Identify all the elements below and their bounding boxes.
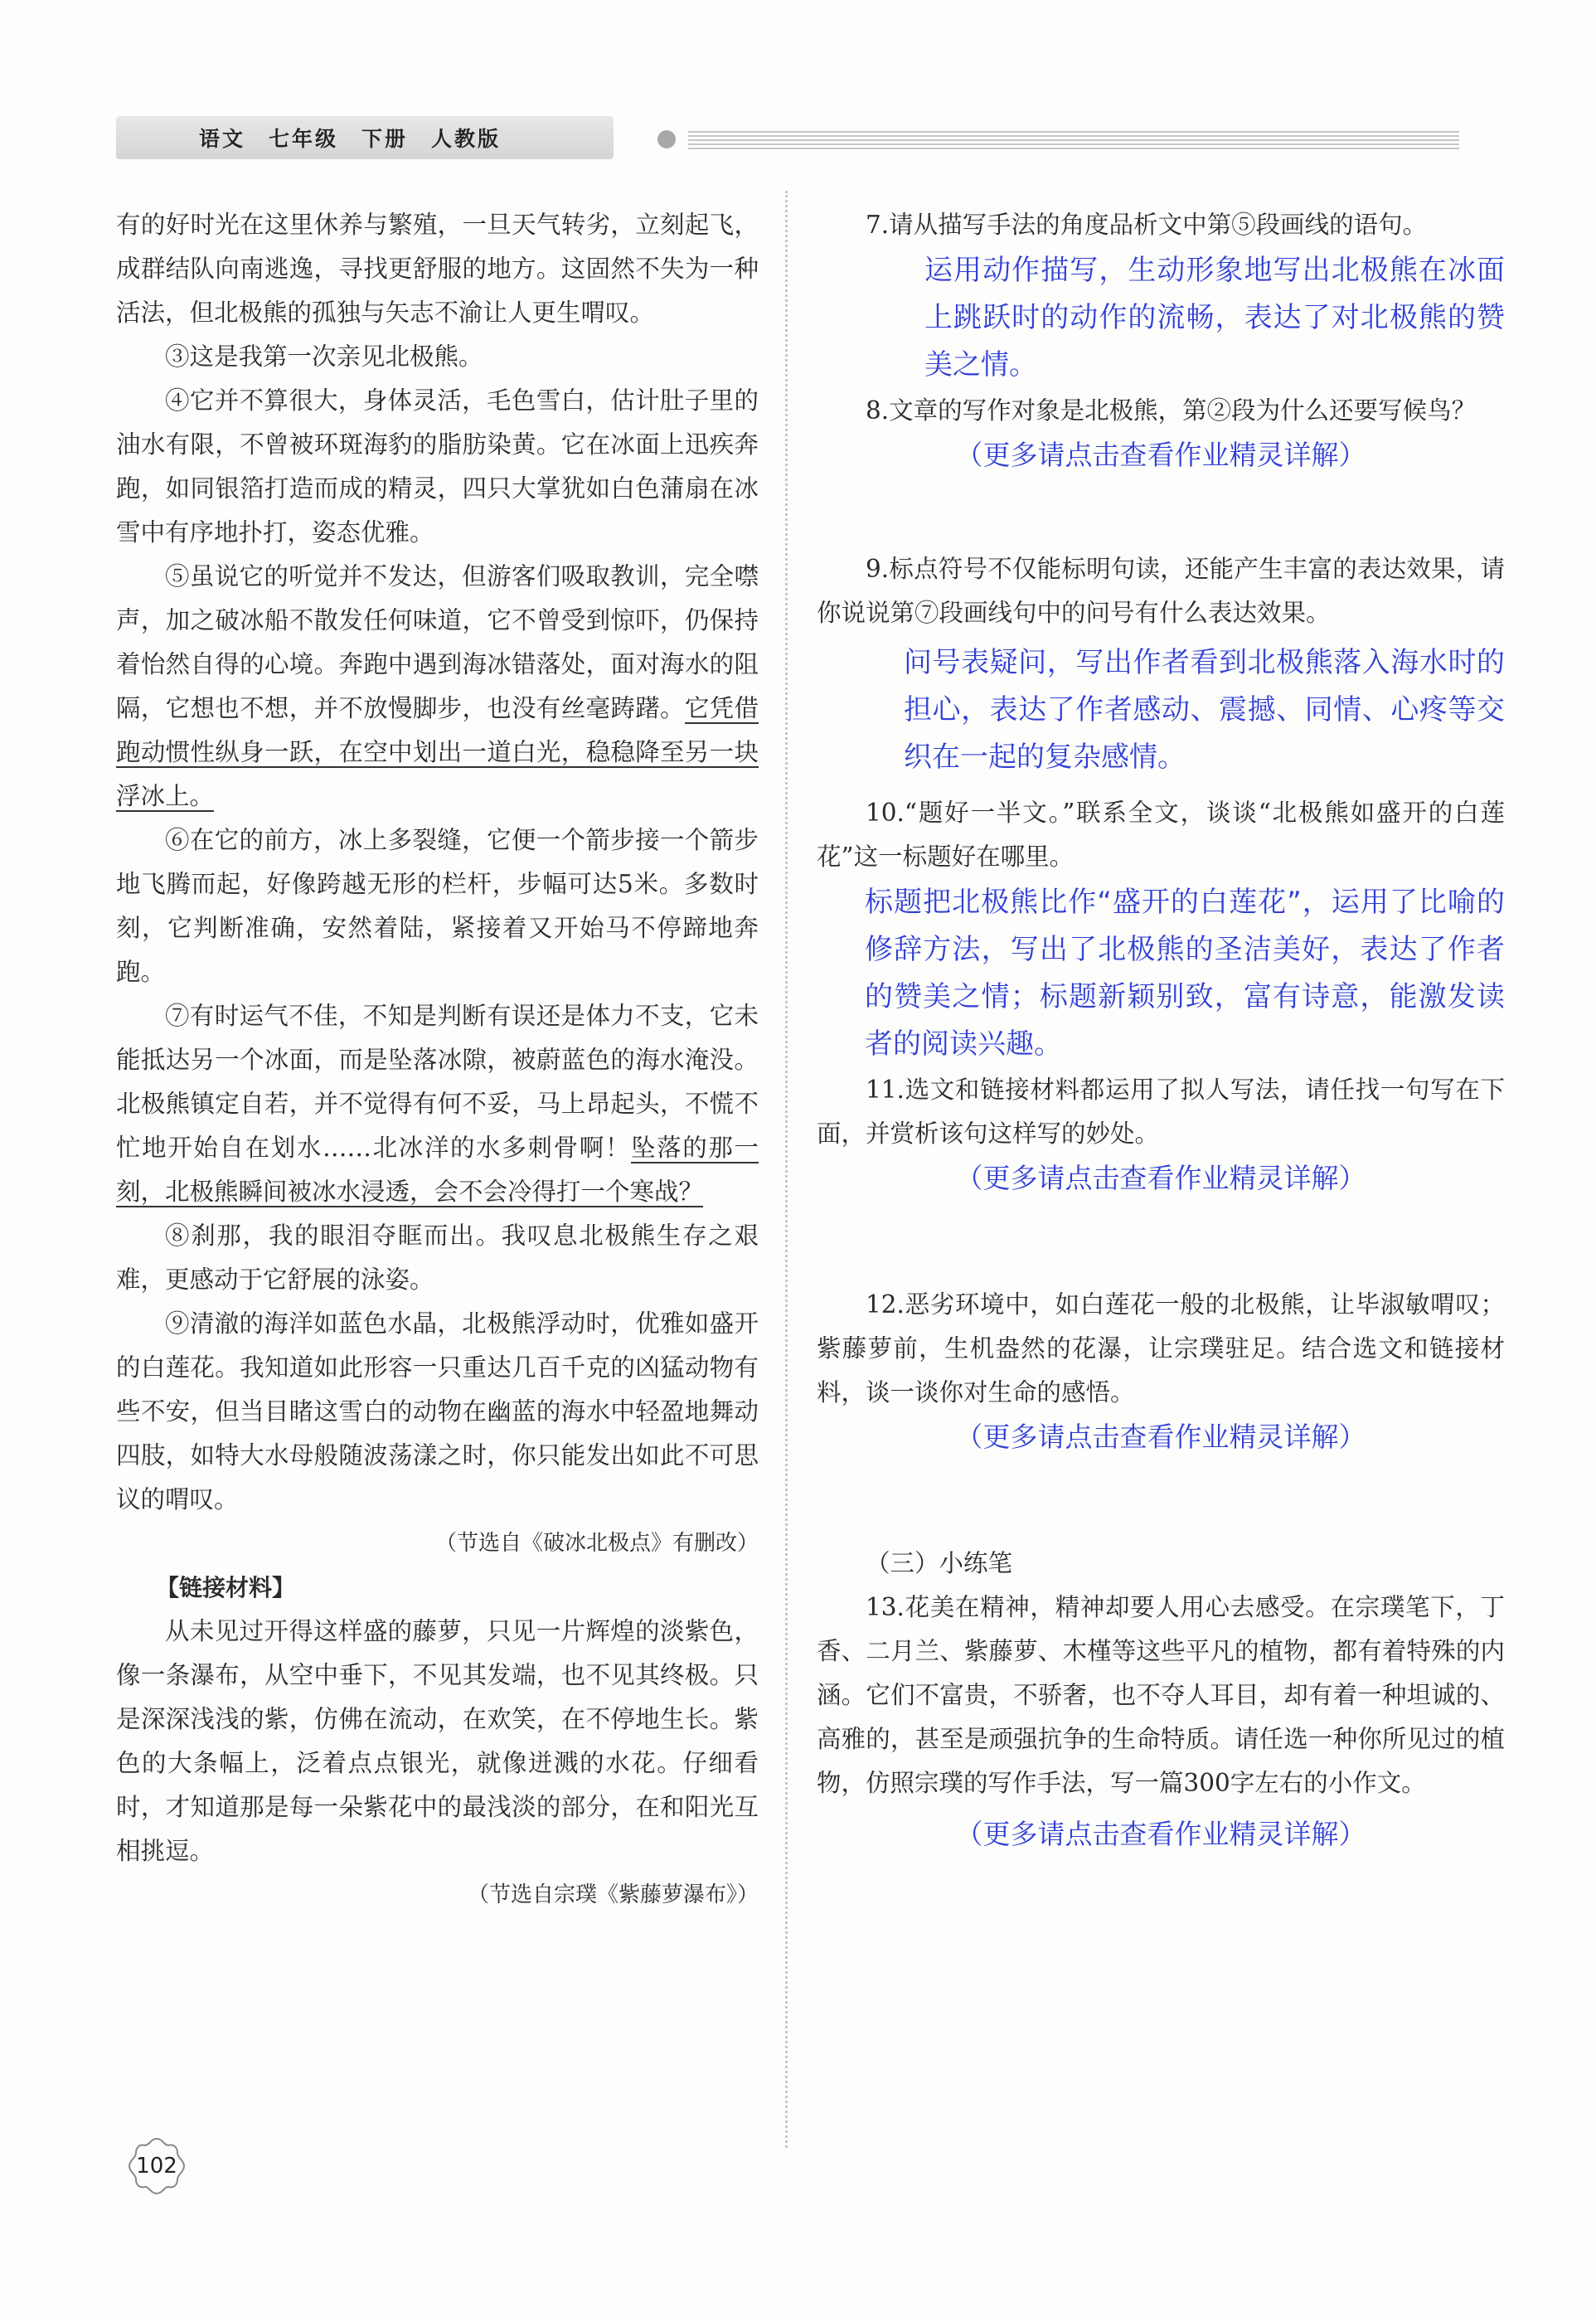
question-11: 11.选文和链接材料都运用了拟人写法，请任找一句写在下面，并赏析该句这样写的妙处。 — [817, 1076, 1505, 1148]
underlined-sentence-5: 它凭借跑动惯性纵身一跃，在空中划出一道白光，稳稳降至另一块浮冰上。 — [116, 694, 759, 810]
question-13: 13.花美在精神，精神却要人用心去感受。在宗璞笔下，丁香、二月兰、紫藤萝、木槿等这些平凡的植物，都有着特殊的内涵。它们不富贵，不骄奢，也不夺人耳目，却有着一种坦诚的、高雅的，甚至是顽强抗争的生命特质。请任选一种你所见过的植物，仿照宗璞的写作手法，写一篇300字左右的小作文。 — [817, 1593, 1505, 1797]
question-12: 12.恶劣环境中，如白莲花一般的北极熊，让毕淑敏喟叹；紫藤萝前，生机盎然的花瀑，让宗璞驻足。结合选文和链接材料，谈一谈你对生命的感悟。 — [817, 1290, 1505, 1406]
answer-9: 问号表疑问，写出作者看到北极熊落入海水时的担心，表达了作者感动、震撼、同情、心疼等交织在一起的复杂感情。 — [904, 646, 1505, 774]
source-note: （节选自《破冰北极点》有删改） — [434, 1531, 759, 1556]
paragraph-7 — [116, 994, 759, 1214]
answer-space — [817, 1200, 1505, 1283]
link-source-note: （节选自宗璞《紫藤萝瀑布》） — [467, 1882, 759, 1907]
question-10: 10.“题好一半文。”联系全文，谈谈“北极熊如盛开的白莲花”这一标题好在哪里。 — [817, 799, 1505, 871]
right-column — [817, 203, 1505, 1856]
answer-10: 标题把北极熊比作“盛开的白莲花”，运用了比喻的修辞方法，写出了北极熊的圣洁美好，表达了作者的赞美之情；标题新颖别致，富有诗意，能激发读者的阅读兴趣。 — [865, 886, 1505, 1061]
section-3-title: （三）小练笔 — [866, 1549, 1013, 1577]
header-rule — [688, 131, 1459, 149]
more-link-12[interactable]: （更多请点击查看作业精灵详解） — [955, 1421, 1366, 1453]
header-title: 语文 七年级 下册 人教版 — [199, 127, 502, 151]
answer-space — [817, 1459, 1505, 1542]
header-dot — [657, 130, 676, 148]
more-link-11[interactable]: （更多请点击查看作业精灵详解） — [955, 1162, 1366, 1194]
paragraph-8: ⑧刹那，我的眼泪夺眶而出。我叹息北极熊生存之艰难，更感动于它舒展的泳姿。 — [116, 1222, 759, 1294]
paragraph-6: ⑥在它的前方，冰上多裂缝，它便一个箭步接一个箭步地飞腾而起，好像跨越无形的栏杆，步幅可达5米。多数时刻，它判断准确，安然着陆，紧接着又开始马不停蹄地奔跑。 — [116, 826, 759, 986]
answer-space — [817, 477, 1505, 547]
paragraph-7-text: ⑦有时运气不佳，不知是判断有误还是体力不支，它未能抵达另一个冰面，而是坠落冰隙，被蔚蓝色的海水淹没。北极熊镇定自若，并不觉得有何不妥，马上昂起头，不慌不忙地开始自在划水……北冰洋的水多刺骨啊！ — [116, 1002, 759, 1162]
paragraph-5-text: ⑤虽说它的听觉并不发达，但游客们吸取教训，完全噤声，加之破冰船不散发任何味道，它不曾受到惊吓，仍保持着怡然自得的心境。奔跑中遇到海冰错落处，面对海水的阻隔，它想也不想，并不放慢脚步，也没有丝毫踌躇。 — [116, 562, 759, 722]
column-divider — [785, 191, 788, 2148]
question-7: 7.请从描写手法的角度品析文中第⑤段画线的语句。 — [866, 211, 1428, 239]
left-column — [116, 203, 759, 1917]
more-link-8[interactable]: （更多请点击查看作业精灵详解） — [955, 439, 1366, 471]
paragraph-4: ④它并不算很大，身体灵活，毛色雪白，估计肚子里的油水有限，不曾被环斑海豹的脂肪染黄。它在冰面上迅疾奔跑，如同银箔打造而成的精灵，四只大掌犹如白色蒲扇在冰雪中有序地扑打，姿态优雅。 — [116, 386, 759, 546]
answer-7: 运用动作描写，生动形象地写出北极熊在冰面上跳跃时的动作的流畅，表达了对北极熊的赞美之情。 — [924, 254, 1505, 381]
underlined-sentence-7: 坠落的那一刻，北极熊瞬间被冰水浸透，会不会冷得打一个寒战？ — [116, 1134, 759, 1206]
page-number-badge — [126, 2135, 187, 2197]
page-number: 102 — [136, 2154, 177, 2179]
question-9: 9.标点符号不仅能标明句读，还能产生丰富的表达效果，请你说说第⑦段画线句中的问号有什么表达效果。 — [817, 555, 1505, 627]
paragraph-5 — [116, 555, 759, 819]
question-8: 8.文章的写作对象是北极熊，第②段为什么还要写候鸟？ — [866, 396, 1477, 425]
link-material-text: 从未见过开得这样盛的藤萝，只见一片辉煌的淡紫色，像一条瀑布，从空中垂下，不见其发端，也不见其终极。只是深深浅浅的紫，仿佛在流动，在欢笑，在不停地生长。紫色的大条幅上，泛着点点银光，就像迸溅的水花。仔细看时，才知道那是每一朵紫花中的最浅淡的部分，在和阳光互相挑逗。 — [116, 1617, 759, 1865]
more-link-13[interactable]: （更多请点击查看作业精灵详解） — [955, 1818, 1366, 1850]
link-material-heading: 【链接材料】 — [156, 1574, 296, 1601]
paragraph-2-continued: 有的好时光在这里休养与繁殖，一旦天气转劣，立刻起飞，成群结队向南逃逸，寻找更舒服的地方。这固然不失为一种活法，但北极熊的孤独与矢志不渝让人更生喟叹。 — [116, 211, 759, 327]
paragraph-3: ③这是我第一次亲见北极熊。 — [165, 342, 483, 371]
paragraph-9: ⑨清澈的海洋如蓝色水晶，北极熊浮动时，优雅如盛开的白莲花。我知道如此形容一只重达几百千克的凶猛动物有些不安，但当目睹这雪白的动物在幽蓝的海水中轻盈地舞动四肢，如特大水母般随波荡漾之时，你只能发出如此不可思议的喟叹。 — [116, 1309, 759, 1513]
